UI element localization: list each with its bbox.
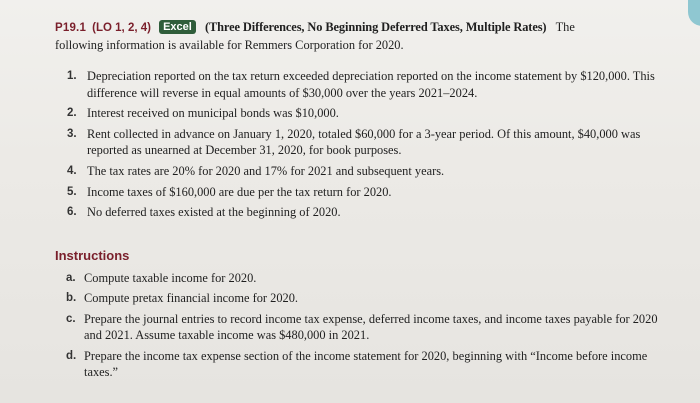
excel-badge[interactable]: Excel bbox=[159, 20, 196, 34]
task-text: Prepare the income tax expense section of the income statement for 2020, beginning with “Income before income taxes.” bbox=[84, 348, 648, 380]
item-number: 1. bbox=[67, 70, 77, 82]
problem-id: P19.1 bbox=[55, 22, 87, 34]
task-letter: b. bbox=[66, 292, 77, 305]
item-number: 2. bbox=[67, 107, 77, 120]
learning-objectives: (LO 1, 2, 4) bbox=[92, 22, 151, 34]
task-letter: d. bbox=[66, 349, 77, 362]
list-item bbox=[67, 184, 657, 201]
list-item bbox=[67, 126, 657, 159]
item-number: 3. bbox=[67, 127, 77, 140]
item-text: Income taxes of $160,000 are due per the tax return for 2020. bbox=[87, 184, 392, 199]
instructions-heading: Instructions bbox=[55, 248, 130, 263]
task-text: Compute taxable income for 2020. bbox=[84, 271, 257, 285]
task-item bbox=[66, 348, 666, 381]
task-text: Prepare the journal entries to record income tax expense, deferred income taxes, and income taxes payable for 2020 and 2021. Assume taxable income was $480,000 in 2021. bbox=[84, 311, 658, 343]
list-item bbox=[67, 163, 657, 180]
task-letter: c. bbox=[66, 312, 76, 325]
list-item bbox=[67, 105, 657, 122]
item-number: 4. bbox=[67, 164, 77, 177]
task-text: Compute pretax financial income for 2020. bbox=[84, 291, 299, 306]
list-item bbox=[67, 204, 657, 221]
problem-subtitle: (Three Differences, No Beginning Deferred Taxes, Multiple Rates) bbox=[204, 20, 547, 34]
intro-text: following information is available for Remmers Corporation for 2020. bbox=[55, 38, 404, 52]
item-number: 5. bbox=[67, 185, 77, 198]
item-text: The tax rates are 20% for 2020 and 17% for 2021 and subsequent years. bbox=[87, 163, 445, 178]
task-item bbox=[66, 290, 666, 306]
logo-fragment-icon bbox=[688, 0, 700, 26]
given-information-list bbox=[67, 68, 657, 225]
item-text: Interest received on municipal bonds was $10,000. bbox=[87, 106, 339, 121]
task-item bbox=[66, 311, 666, 344]
list-item bbox=[67, 68, 657, 101]
item-text: Rent collected in advance on January 1, 2020, totaled $60,000 for a 3-year period. Of this amount, $40,000 was reported as unearned at December 31, 2020, for book purposes. bbox=[87, 126, 641, 158]
task-letter: a. bbox=[66, 272, 76, 284]
task-item bbox=[66, 270, 666, 286]
instructions-list bbox=[66, 270, 666, 384]
item-text: Depreciation reported on the tax return exceeded depreciation reported on the income statement by $120,000. This difference will reverse in equal amounts of $30,000 over the years 2021–2024. bbox=[87, 69, 655, 100]
item-number: 6. bbox=[67, 206, 77, 219]
problem-header bbox=[55, 19, 655, 54]
intro-lead-word: The bbox=[555, 20, 575, 34]
item-text: No deferred taxes existed at the beginning of 2020. bbox=[87, 205, 341, 220]
